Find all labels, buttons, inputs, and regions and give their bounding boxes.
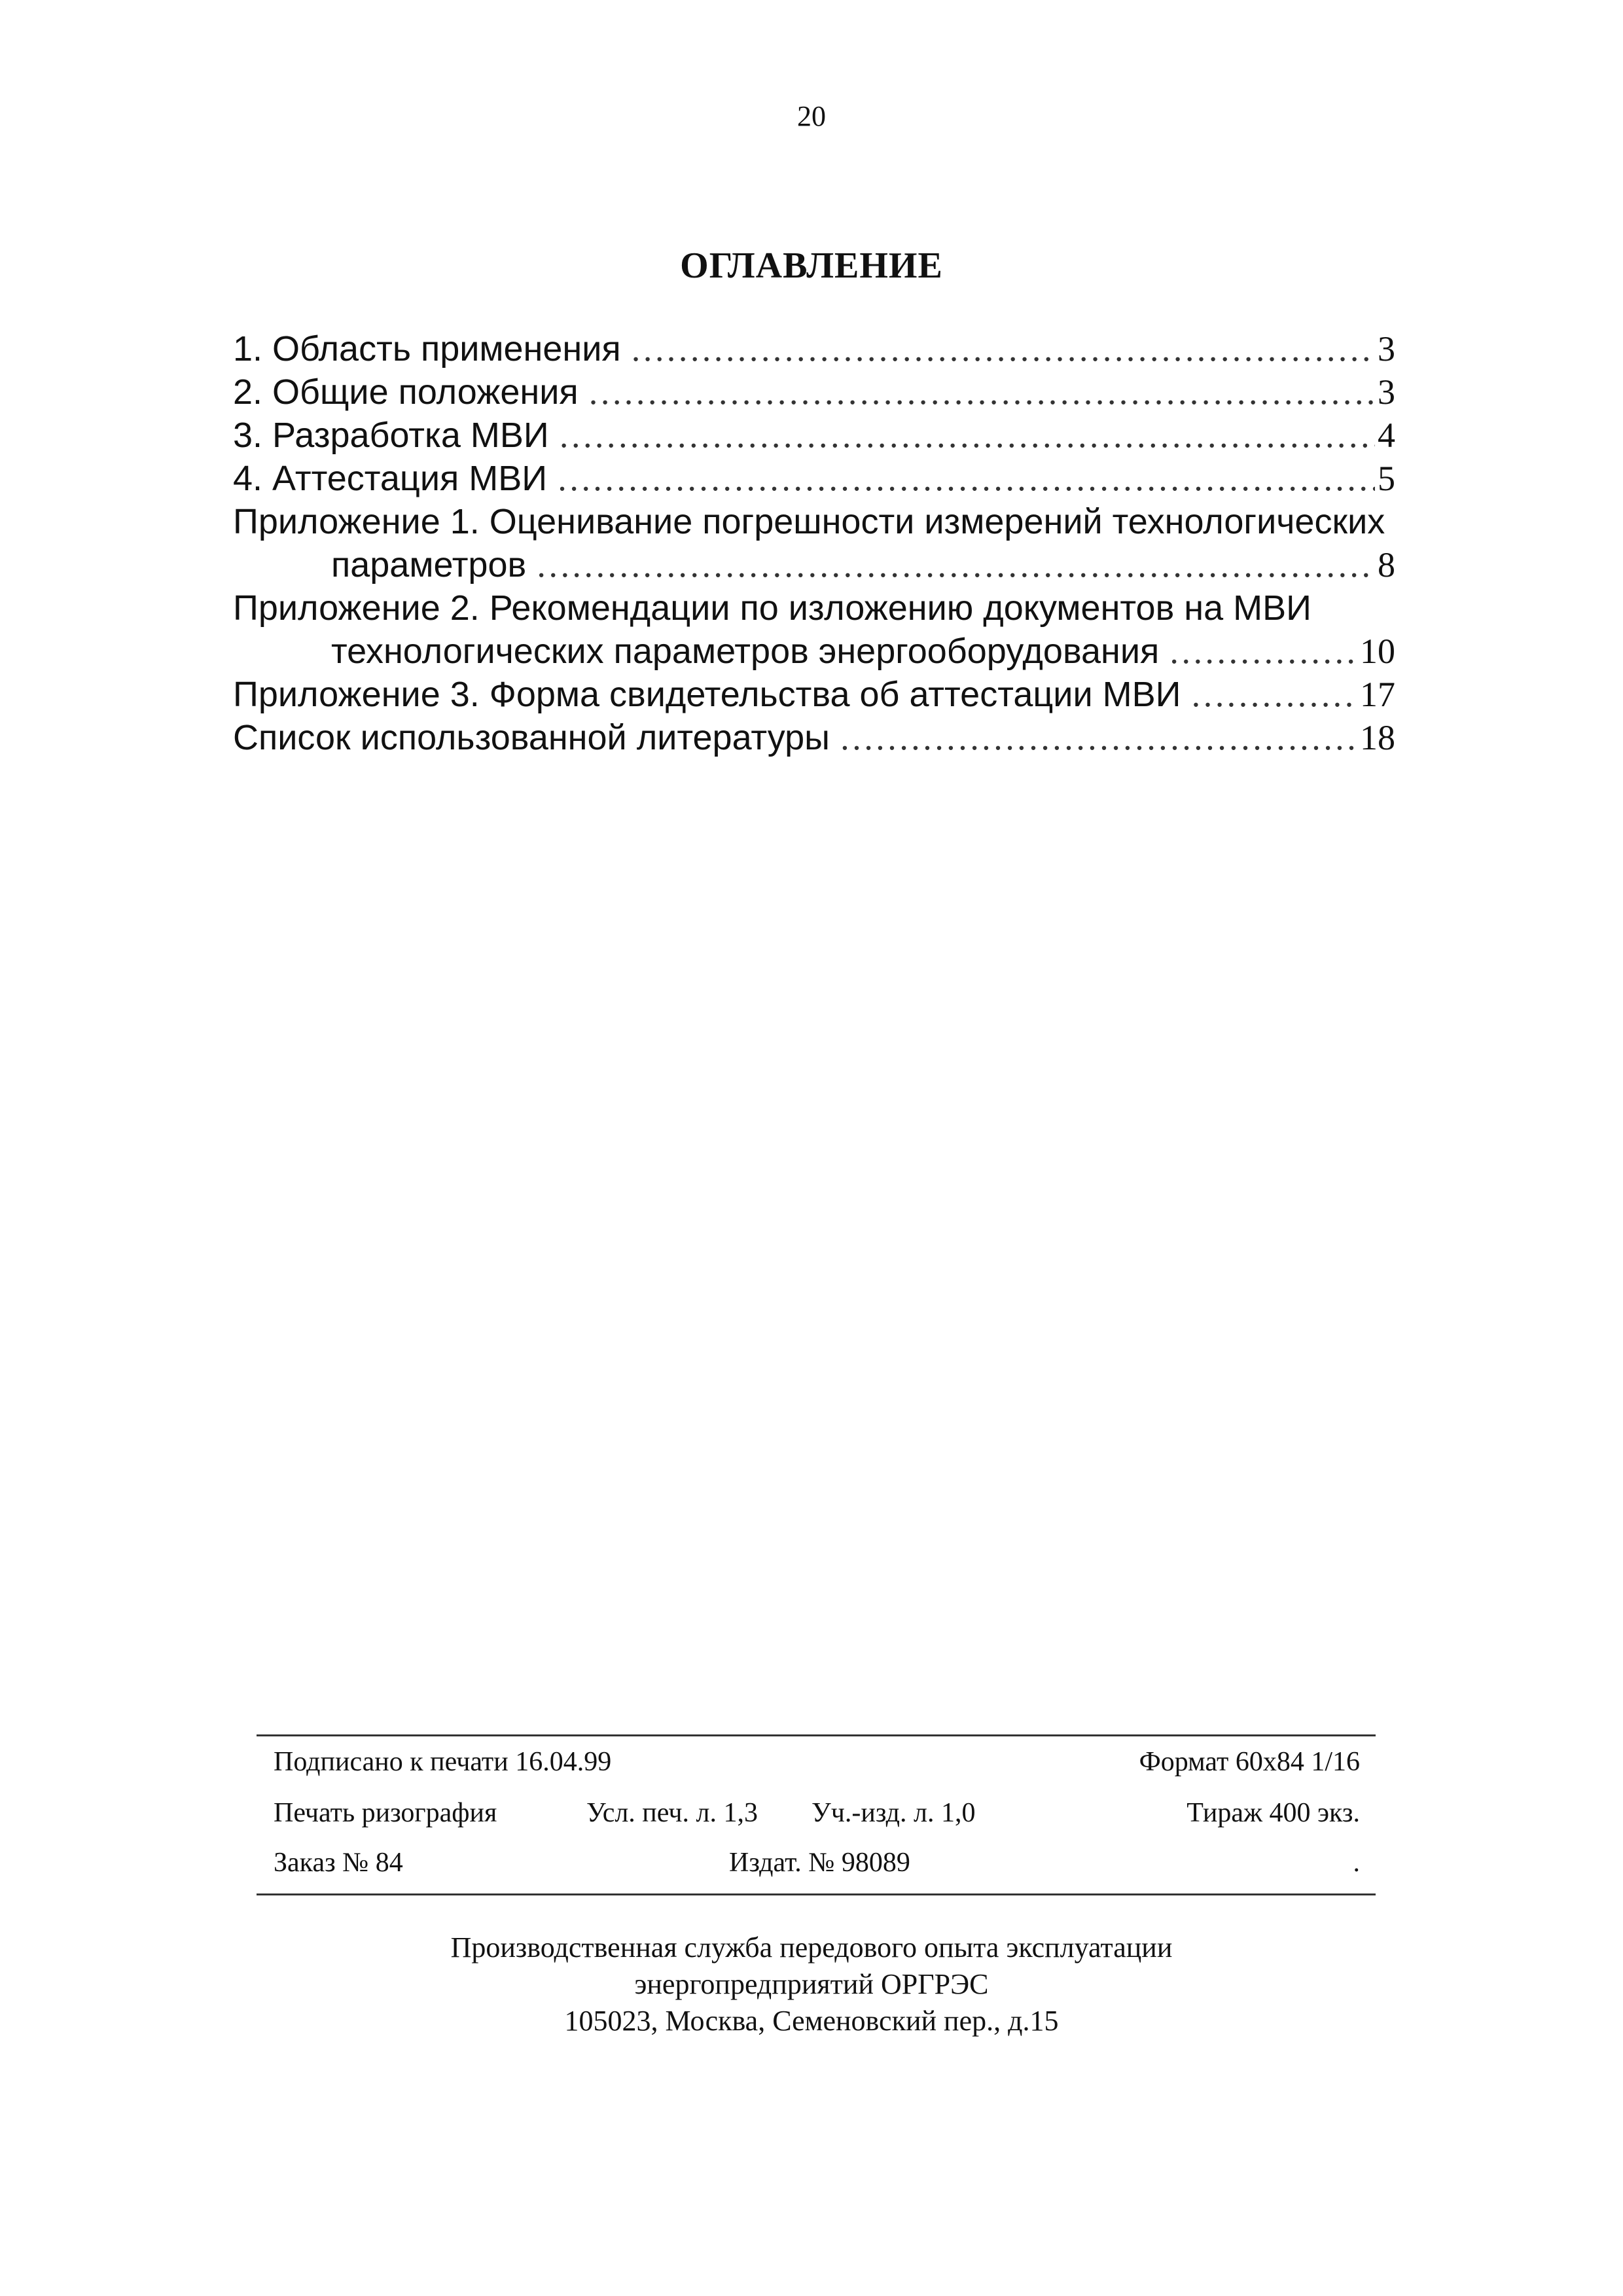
imprint-pub-sheets: Уч.-изд. л. 1,0 xyxy=(812,1798,976,1828)
toc-title: ОГЛАВЛЕНИЕ xyxy=(680,245,943,286)
toc-entry-development[interactable] xyxy=(233,414,1395,457)
toc-entry-text: 4. Аттестация МВИ xyxy=(233,459,548,498)
toc-leader-dots xyxy=(630,327,1375,370)
imprint-order-number: Заказ № 84 xyxy=(274,1848,403,1878)
toc-entry-text: 2. Общие положения xyxy=(233,372,579,412)
imprint-row-order xyxy=(257,1844,1376,1882)
toc-entry-appendix-2[interactable] xyxy=(233,586,1395,673)
toc-leader-dots xyxy=(588,370,1375,414)
imprint-format: Формат 60х84 1/16 xyxy=(1139,1747,1360,1777)
toc-leader-dots xyxy=(556,457,1375,500)
imprint-end-mark: . xyxy=(1353,1848,1360,1878)
toc-entry-text: Приложение 2. Рекомендации по изложению документов на МВИ xyxy=(233,588,1311,628)
toc-entry-scope[interactable] xyxy=(233,327,1395,370)
toc-entry-text-continued: параметров xyxy=(331,545,527,584)
imprint-print-type: Печать ризография xyxy=(274,1798,497,1828)
toc-entry-page: 17 xyxy=(1360,675,1395,714)
publisher-name-line1: Производственная служба передового опыта эксплуатации xyxy=(450,1931,1173,1964)
toc-entry-page: 10 xyxy=(1360,632,1395,671)
publisher-name-line2: энергопредприятий ОРГРЭС xyxy=(634,1968,989,2000)
toc-entry-page: 4 xyxy=(1378,416,1395,455)
table-of-contents xyxy=(233,327,1395,759)
toc-entry-general[interactable] xyxy=(233,370,1395,414)
toc-entry-text: Приложение 3. Форма свидетельства об аттестации МВИ xyxy=(233,675,1181,714)
imprint-signed-date: Подписано к печати 16.04.99 xyxy=(274,1747,612,1777)
toc-entry-page: 5 xyxy=(1378,459,1395,498)
toc-entry-page: 3 xyxy=(1378,372,1395,412)
toc-entry-text-continued: технологических параметров энергооборудования xyxy=(331,632,1160,671)
toc-entry-attestation[interactable] xyxy=(233,457,1395,500)
toc-leader-dots xyxy=(839,716,1357,759)
imprint-circulation: Тираж 400 экз. xyxy=(1186,1798,1360,1828)
imprint-row-signed xyxy=(257,1743,1376,1781)
toc-entry-text: Список использованной литературы xyxy=(233,718,830,757)
page-number: 20 xyxy=(797,100,826,132)
toc-entry-text: 3. Разработка МВИ xyxy=(233,416,549,455)
toc-entry-page: 18 xyxy=(1360,718,1395,757)
toc-entry-references[interactable] xyxy=(233,716,1395,759)
imprint-row-print xyxy=(257,1794,1376,1832)
toc-leader-dots xyxy=(1168,630,1357,673)
toc-entry-text: 1. Область применения xyxy=(233,329,621,368)
toc-entry-text: Приложение 1. Оценивание погрешности измерений технологических xyxy=(233,502,1385,541)
toc-entry-page: 3 xyxy=(1378,329,1395,368)
toc-entry-appendix-1[interactable] xyxy=(233,500,1395,586)
imprint-print-sheets: Усл. печ. л. 1,3 xyxy=(586,1798,758,1828)
publisher-info xyxy=(0,1929,1623,2039)
toc-leader-dots xyxy=(558,414,1375,457)
toc-entry-page: 8 xyxy=(1378,545,1395,584)
toc-leader-dots xyxy=(535,543,1375,586)
publisher-address: 105023, Москва, Семеновский пер., д.15 xyxy=(564,2005,1059,2037)
imprint-block xyxy=(257,1734,1376,1895)
toc-leader-dots xyxy=(1190,673,1357,716)
imprint-pub-number: Издат. № 98089 xyxy=(729,1848,910,1878)
toc-entry-appendix-3[interactable] xyxy=(233,673,1395,716)
